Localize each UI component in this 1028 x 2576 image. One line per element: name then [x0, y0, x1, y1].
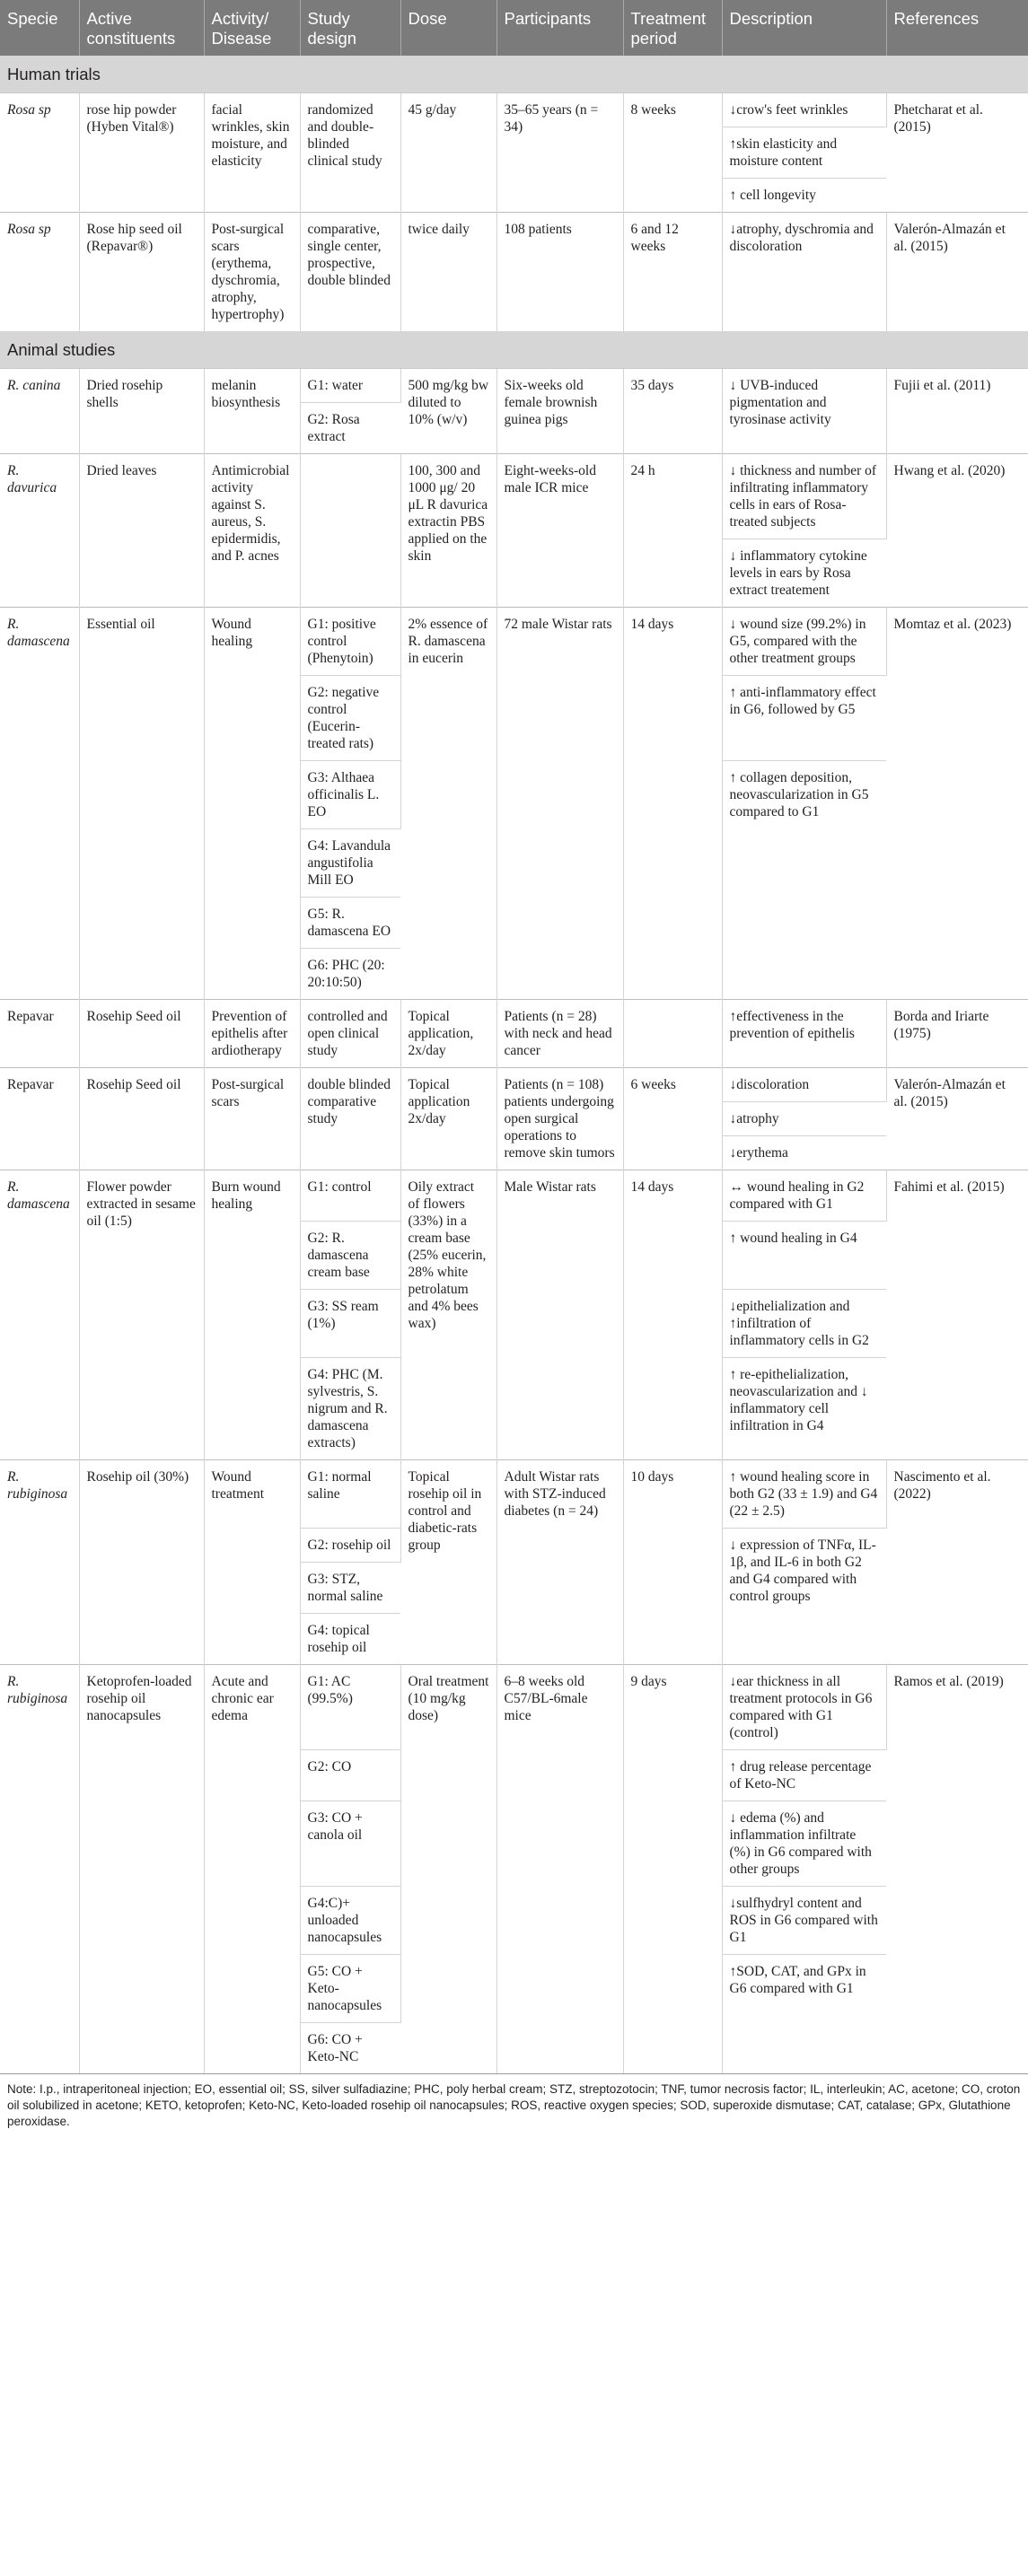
cell-activity: Prevention of epithelis after ardiotherapy — [204, 1000, 300, 1068]
cell-dose: Topical application, 2x/day — [400, 1000, 496, 1068]
section-row — [0, 56, 1028, 93]
table-footnote: Note: I.p., intraperitoneal injection; EO, essential oil; SS, silver sulfadiazine; PHC, poly herbal cream; STZ, streptozotocin; TNF, tumor necrosis factor; IL, interleukin; AC, acetone; CO, croton oil solubilized in acetone; KETO, ketoprofen; Keto-NC, Keto-loaded rosehip oil nanocapsules; ROS, reactive oxygen species; SOD, superoxide dismutase; CAT, catalase; GPx, Glutathione peroxidase. — [0, 2073, 1028, 2130]
cell-activity: facial wrinkles, skin moisture, and elasticity — [204, 93, 300, 213]
table-row — [0, 1170, 1028, 1222]
cell-participants: Six-weeks old female brownish guinea pigs — [496, 369, 623, 454]
cell-description: ↑effectiveness in the prevention of epithelis — [722, 1000, 886, 1068]
cell-dose: Topical rosehip oil in control and diabetic-rats group — [400, 1460, 496, 1665]
cell-reference: Momtaz et al. (2023) — [886, 608, 1028, 1000]
cell-description: ↑SOD, CAT, and GPx in G6 compared with G1 — [722, 1955, 886, 2074]
section-title: Animal studies — [0, 331, 1028, 369]
cell-reference: Fujii et al. (2011) — [886, 369, 1028, 454]
cell-active-constituents: Rose hip seed oil (Repavar®) — [79, 213, 204, 332]
cell-dose: 100, 300 and 1000 μg/ 20 μL R davurica extractin PBS applied on the skin — [400, 454, 496, 608]
cell-reference: Phetcharat et al. (2015) — [886, 93, 1028, 213]
cell-description: ↑skin elasticity and moisture content — [722, 127, 886, 179]
col-header-participants: Participants — [496, 0, 623, 56]
cell-description: ↓ edema (%) and inflammation infiltrate (%) in G6 compared with other groups — [722, 1801, 886, 1887]
cell-dose: Oily extract of flowers (33%) in a cream base (25% eucerin, 28% white petrolatum and 4% bees wax) — [400, 1170, 496, 1460]
cell-treatment-period: 14 days — [623, 608, 722, 1000]
cell-study-design: G3: STZ, normal saline — [300, 1563, 400, 1614]
cell-description: ↓ear thickness in all treatment protocols in G6 compared with G1 (control) — [722, 1665, 886, 1750]
cell-activity: Antimicrobial activity against S. aureus, S. epidermidis, and P. acnes — [204, 454, 300, 608]
cell-treatment-period: 6 weeks — [623, 1068, 722, 1170]
table-row — [0, 1460, 1028, 1529]
table-row — [0, 1068, 1028, 1102]
cell-reference: Borda and Iriarte (1975) — [886, 1000, 1028, 1068]
table-row — [0, 1000, 1028, 1068]
cell-description: ↓discoloration — [722, 1068, 886, 1102]
cell-specie: Repavar — [0, 1000, 79, 1068]
cell-study-design: comparative, single center, prospective, double blinded — [300, 213, 400, 332]
cell-active-constituents: Rosehip Seed oil — [79, 1000, 204, 1068]
cell-dose: 45 g/day — [400, 93, 496, 213]
cell-study-design: G4:C)+ unloaded nanocapsules — [300, 1887, 400, 1955]
cell-study-design: double blinded comparative study — [300, 1068, 400, 1170]
cell-specie: Rosa sp — [0, 93, 79, 213]
cell-specie: Repavar — [0, 1068, 79, 1170]
cell-active-constituents: Dried rosehip shells — [79, 369, 204, 454]
cell-treatment-period: 8 weeks — [623, 93, 722, 213]
cell-study-design: G4: PHC (M. sylvestris, S. nigrum and R. damascena extracts) — [300, 1358, 400, 1460]
cell-description: ↓ UVB-induced pigmentation and tyrosinase activity — [722, 369, 886, 454]
cell-active-constituents: Flower powder extracted in sesame oil (1:5) — [79, 1170, 204, 1460]
cell-activity: Acute and chronic ear edema — [204, 1665, 300, 2074]
cell-study-design: G1: AC (99.5%) — [300, 1665, 400, 1750]
cell-treatment-period: 9 days — [623, 1665, 722, 2074]
cell-study-design: G3: SS ream (1%) — [300, 1290, 400, 1358]
col-header-study-design: Study design — [300, 0, 400, 56]
col-header-treatment-period: Treatment period — [623, 0, 722, 56]
table-body — [0, 56, 1028, 2073]
col-header-description: Description — [722, 0, 886, 56]
cell-reference: Ramos et al. (2019) — [886, 1665, 1028, 2074]
table-row — [0, 608, 1028, 676]
cell-treatment-period: 6 and 12 weeks — [623, 213, 722, 332]
cell-description: ↓ expression of TNFα, IL-1β, and IL-6 in both G2 and G4 compared with control groups — [722, 1529, 886, 1665]
cell-study-design: G2: R. damascena cream base — [300, 1222, 400, 1290]
cell-study-design: G3: CO + canola oil — [300, 1801, 400, 1887]
cell-reference: Valerón-Almazán et al. (2015) — [886, 1068, 1028, 1170]
cell-dose: Topical application 2x/day — [400, 1068, 496, 1170]
cell-active-constituents: Rosehip Seed oil — [79, 1068, 204, 1170]
cell-activity: melanin biosynthesis — [204, 369, 300, 454]
cell-participants: 72 male Wistar rats — [496, 608, 623, 1000]
cell-study-design: G2: CO — [300, 1750, 400, 1801]
col-header-dose: Dose — [400, 0, 496, 56]
cell-dose: 500 mg/kg bw diluted to 10% (w/v) — [400, 369, 496, 454]
cell-activity: Wound healing — [204, 608, 300, 1000]
cell-reference: Fahimi et al. (2015) — [886, 1170, 1028, 1460]
cell-description: ↑ drug release percentage of Keto-NC — [722, 1750, 886, 1801]
table-row — [0, 1665, 1028, 1750]
cell-study-design: G4: Lavandula angustifolia Mill EO — [300, 829, 400, 898]
cell-study-design: G2: negative control (Eucerin-treated rats) — [300, 676, 400, 761]
cell-study-design: G6: CO + Keto-NC — [300, 2023, 400, 2074]
cell-treatment-period: 10 days — [623, 1460, 722, 1665]
table-row — [0, 454, 1028, 539]
cell-participants: Male Wistar rats — [496, 1170, 623, 1460]
col-header-specie: Specie — [0, 0, 79, 56]
cell-study-design: G6: PHC (20: 20:10:50) — [300, 949, 400, 1000]
cell-treatment-period — [623, 1000, 722, 1068]
cell-study-design: G2: Rosa extract — [300, 403, 400, 454]
cell-active-constituents: Rosehip oil (30%) — [79, 1460, 204, 1665]
cell-description: ↓sulfhydryl content and ROS in G6 compared with G1 — [722, 1887, 886, 1955]
cell-description: ↑ wound healing score in both G2 (33 ± 1.9) and G4 (22 ± 2.5) — [722, 1460, 886, 1529]
cell-description: ↓ thickness and number of infiltrating inflammatory cells in ears of Rosa-treated subjects — [722, 454, 886, 539]
cell-participants: Patients (n = 108) patients undergoing open surgical operations to remove skin tumors — [496, 1068, 623, 1170]
cell-reference: Nascimento et al. (2022) — [886, 1460, 1028, 1665]
cell-participants: Adult Wistar rats with STZ-induced diabetes (n = 24) — [496, 1460, 623, 1665]
cell-active-constituents: Dried leaves — [79, 454, 204, 608]
cell-study-design: G1: normal saline — [300, 1460, 400, 1529]
cell-study-design — [300, 454, 400, 608]
col-header-references: References — [886, 0, 1028, 56]
cell-study-design: G5: CO + Keto-nanocapsules — [300, 1955, 400, 2023]
cell-study-design: controlled and open clinical study — [300, 1000, 400, 1068]
cell-study-design: G5: R. damascena EO — [300, 898, 400, 949]
cell-active-constituents: rose hip powder (Hyben Vital®) — [79, 93, 204, 213]
cell-study-design: G2: rosehip oil — [300, 1529, 400, 1563]
cell-activity: Wound treatment — [204, 1460, 300, 1665]
cell-study-design: G3: Althaea officinalis L. EO — [300, 761, 400, 829]
cell-participants: 108 patients — [496, 213, 623, 332]
cell-description: ↑ wound healing in G4 — [722, 1222, 886, 1290]
cell-activity: Post-surgical scars (erythema, dyschromia, atrophy, hypertrophy) — [204, 213, 300, 332]
cell-description: ↓atrophy, dyschromia and discoloration — [722, 213, 886, 332]
cell-participants: Patients (n = 28) with neck and head cancer — [496, 1000, 623, 1068]
cell-description: ↓atrophy — [722, 1102, 886, 1136]
cell-description: ↔ wound healing in G2 compared with G1 — [722, 1170, 886, 1222]
cell-participants: 35–65 years (n = 34) — [496, 93, 623, 213]
cell-description: ↑ re-epithelialization, neovascularization and ↓ inflammatory cell infiltration in G4 — [722, 1358, 886, 1460]
cell-activity: Burn wound healing — [204, 1170, 300, 1460]
cell-specie: R. davurica — [0, 454, 79, 608]
table-row — [0, 369, 1028, 403]
cell-description: ↑ cell longevity — [722, 179, 886, 213]
cell-description: ↓epithelialization and ↑infiltration of inflammatory cells in G2 — [722, 1290, 886, 1358]
cell-specie: R. rubiginosa — [0, 1460, 79, 1665]
cell-dose: Oral treatment (10 mg/kg dose) — [400, 1665, 496, 2074]
cell-description: ↓ inflammatory cytokine levels in ears by Rosa extract treatement — [722, 539, 886, 608]
cell-description: ↓ wound size (99.2%) in G5, compared with the other treatment groups — [722, 608, 886, 676]
cell-description: ↑ collagen deposition, neovascularization in G5 compared to G1 — [722, 761, 886, 1000]
cell-description: ↓erythema — [722, 1136, 886, 1170]
cell-treatment-period: 14 days — [623, 1170, 722, 1460]
cell-specie: Rosa sp — [0, 213, 79, 332]
cell-specie: R. rubiginosa — [0, 1665, 79, 2074]
cell-participants: Eight-weeks-old male ICR mice — [496, 454, 623, 608]
cell-study-design: G1: control — [300, 1170, 400, 1222]
cell-dose: 2% essence of R. damascena in eucerin — [400, 608, 496, 1000]
header-row — [0, 0, 1028, 56]
col-header-activity: Activity/ Disease — [204, 0, 300, 56]
cell-treatment-period: 24 h — [623, 454, 722, 608]
cell-activity: Post-surgical scars — [204, 1068, 300, 1170]
cell-dose: twice daily — [400, 213, 496, 332]
cell-participants: 6–8 weeks old C57/BL-6male mice — [496, 1665, 623, 2074]
cell-specie: R. damascena — [0, 1170, 79, 1460]
cell-study-design: G4: topical rosehip oil — [300, 1614, 400, 1665]
cell-treatment-period: 35 days — [623, 369, 722, 454]
section-row — [0, 331, 1028, 369]
cell-specie: R. damascena — [0, 608, 79, 1000]
table-row — [0, 93, 1028, 127]
cell-study-design: G1: positive control (Phenytoin) — [300, 608, 400, 676]
cell-reference: Hwang et al. (2020) — [886, 454, 1028, 608]
table-row — [0, 213, 1028, 332]
cell-study-design: G1: water — [300, 369, 400, 403]
cell-study-design: randomized and double-blinded clinical study — [300, 93, 400, 213]
cell-reference: Valerón-Almazán et al. (2015) — [886, 213, 1028, 332]
cell-specie: R. canina — [0, 369, 79, 454]
section-title: Human trials — [0, 56, 1028, 93]
cell-description: ↓crow's feet wrinkles — [722, 93, 886, 127]
cell-active-constituents: Ketoprofen-loaded rosehip oil nanocapsules — [79, 1665, 204, 2074]
cell-active-constituents: Essential oil — [79, 608, 204, 1000]
cell-description: ↑ anti-inflammatory effect in G6, followed by G5 — [722, 676, 886, 761]
col-header-active-constituents: Active constituents — [79, 0, 204, 56]
